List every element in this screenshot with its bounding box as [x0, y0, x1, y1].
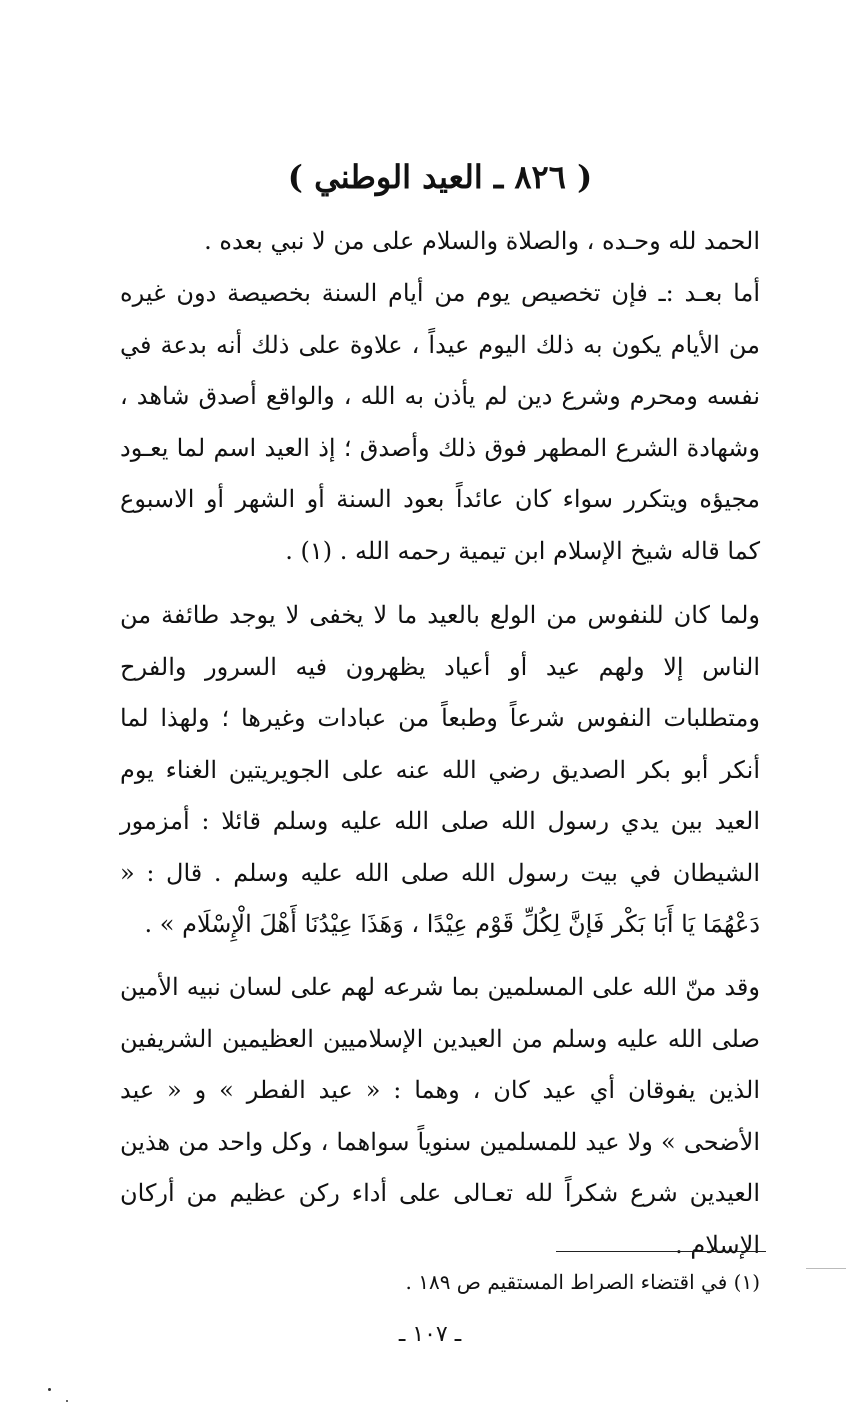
scan-speck	[48, 1388, 51, 1391]
article-title: ( ٨٢٦ ـ العيد الوطني )	[287, 158, 593, 196]
scan-speck	[66, 1400, 68, 1402]
page-number: ـ ١٠٧ ـ	[398, 1322, 462, 1347]
footnote-divider	[556, 1251, 766, 1252]
body-paragraph-3: وقد منّ الله على المسلمين بما شرعه لهم على لسان نبيه الأمين صلى الله عليه وسلم من العيدين الإسلاميين العظيمين الشريفين الذين يفوقان أي عيد كان ، وهما : « عيد الفطر » و « عيد الأضحى » ولا عيد للمسلمين سنوياً سواهما ، وكل واحد من هذين العيدين شرع شكراً لله تعـالى على أداء ركن عظيم من أركان الإسلام .	[120, 973, 760, 1259]
body-paragraph-2: ولما كان للنفوس من الولع بالعيد ما لا يخفى لا يوجد طائفة من الناس إلا ولهم عيد أو أعياد يظهرون فيه السرور والفرح ومتطلبات النفوس شرعاً وطبعاً من عبادات وغيرها ؛ ولهذا لما أنكر أبو بكر الصديق رضي الله عنه على الجويريتين الغناء يوم العيد بين يدي رسول الله صلى الله عليه وسلم قائلا : أمزمور الشيطان في بيت رسول الله صلى الله عليه وسلم . قال : « دَعْهُمَا يَا أَبَا بَكْر فَإنَّ لِكُلِّ قَوْم عِيْدًا ، وَهَذَا عِيْدُنَا أَهْلَ الْإِسْلَام » .	[120, 601, 760, 938]
body-paragraph-1: أما بعـد :ـ فإن تخصيص يوم من أيام السنة بخصيصة دون غيره من الأيام يكون به ذلك اليوم عيداً ، علاوة على ذلك أنه بدعة في نفسه ومحرم وشرع دين لم يأذن به الله ، والواقع أصدق شاهد ، وشهادة الشرع المطهر فوق ذلك وأصدق ؛ إذ العيد اسم لما يعـود مجيؤه ويتكرر سواء كان عائداً بعود السنة أو الشهر أو الاسبوع كما قاله شيخ الإسلام ابن تيمية رحمه الله . (١) .	[120, 279, 760, 565]
scan-mark	[806, 1268, 846, 1269]
opening-paragraph: الحمد لله وحـده ، والصلاة والسلام على من لا نبي بعده .	[204, 227, 760, 255]
footnote: (١) في اقتضاء الصراط المستقيم ص ١٨٩ .	[405, 1270, 760, 1294]
